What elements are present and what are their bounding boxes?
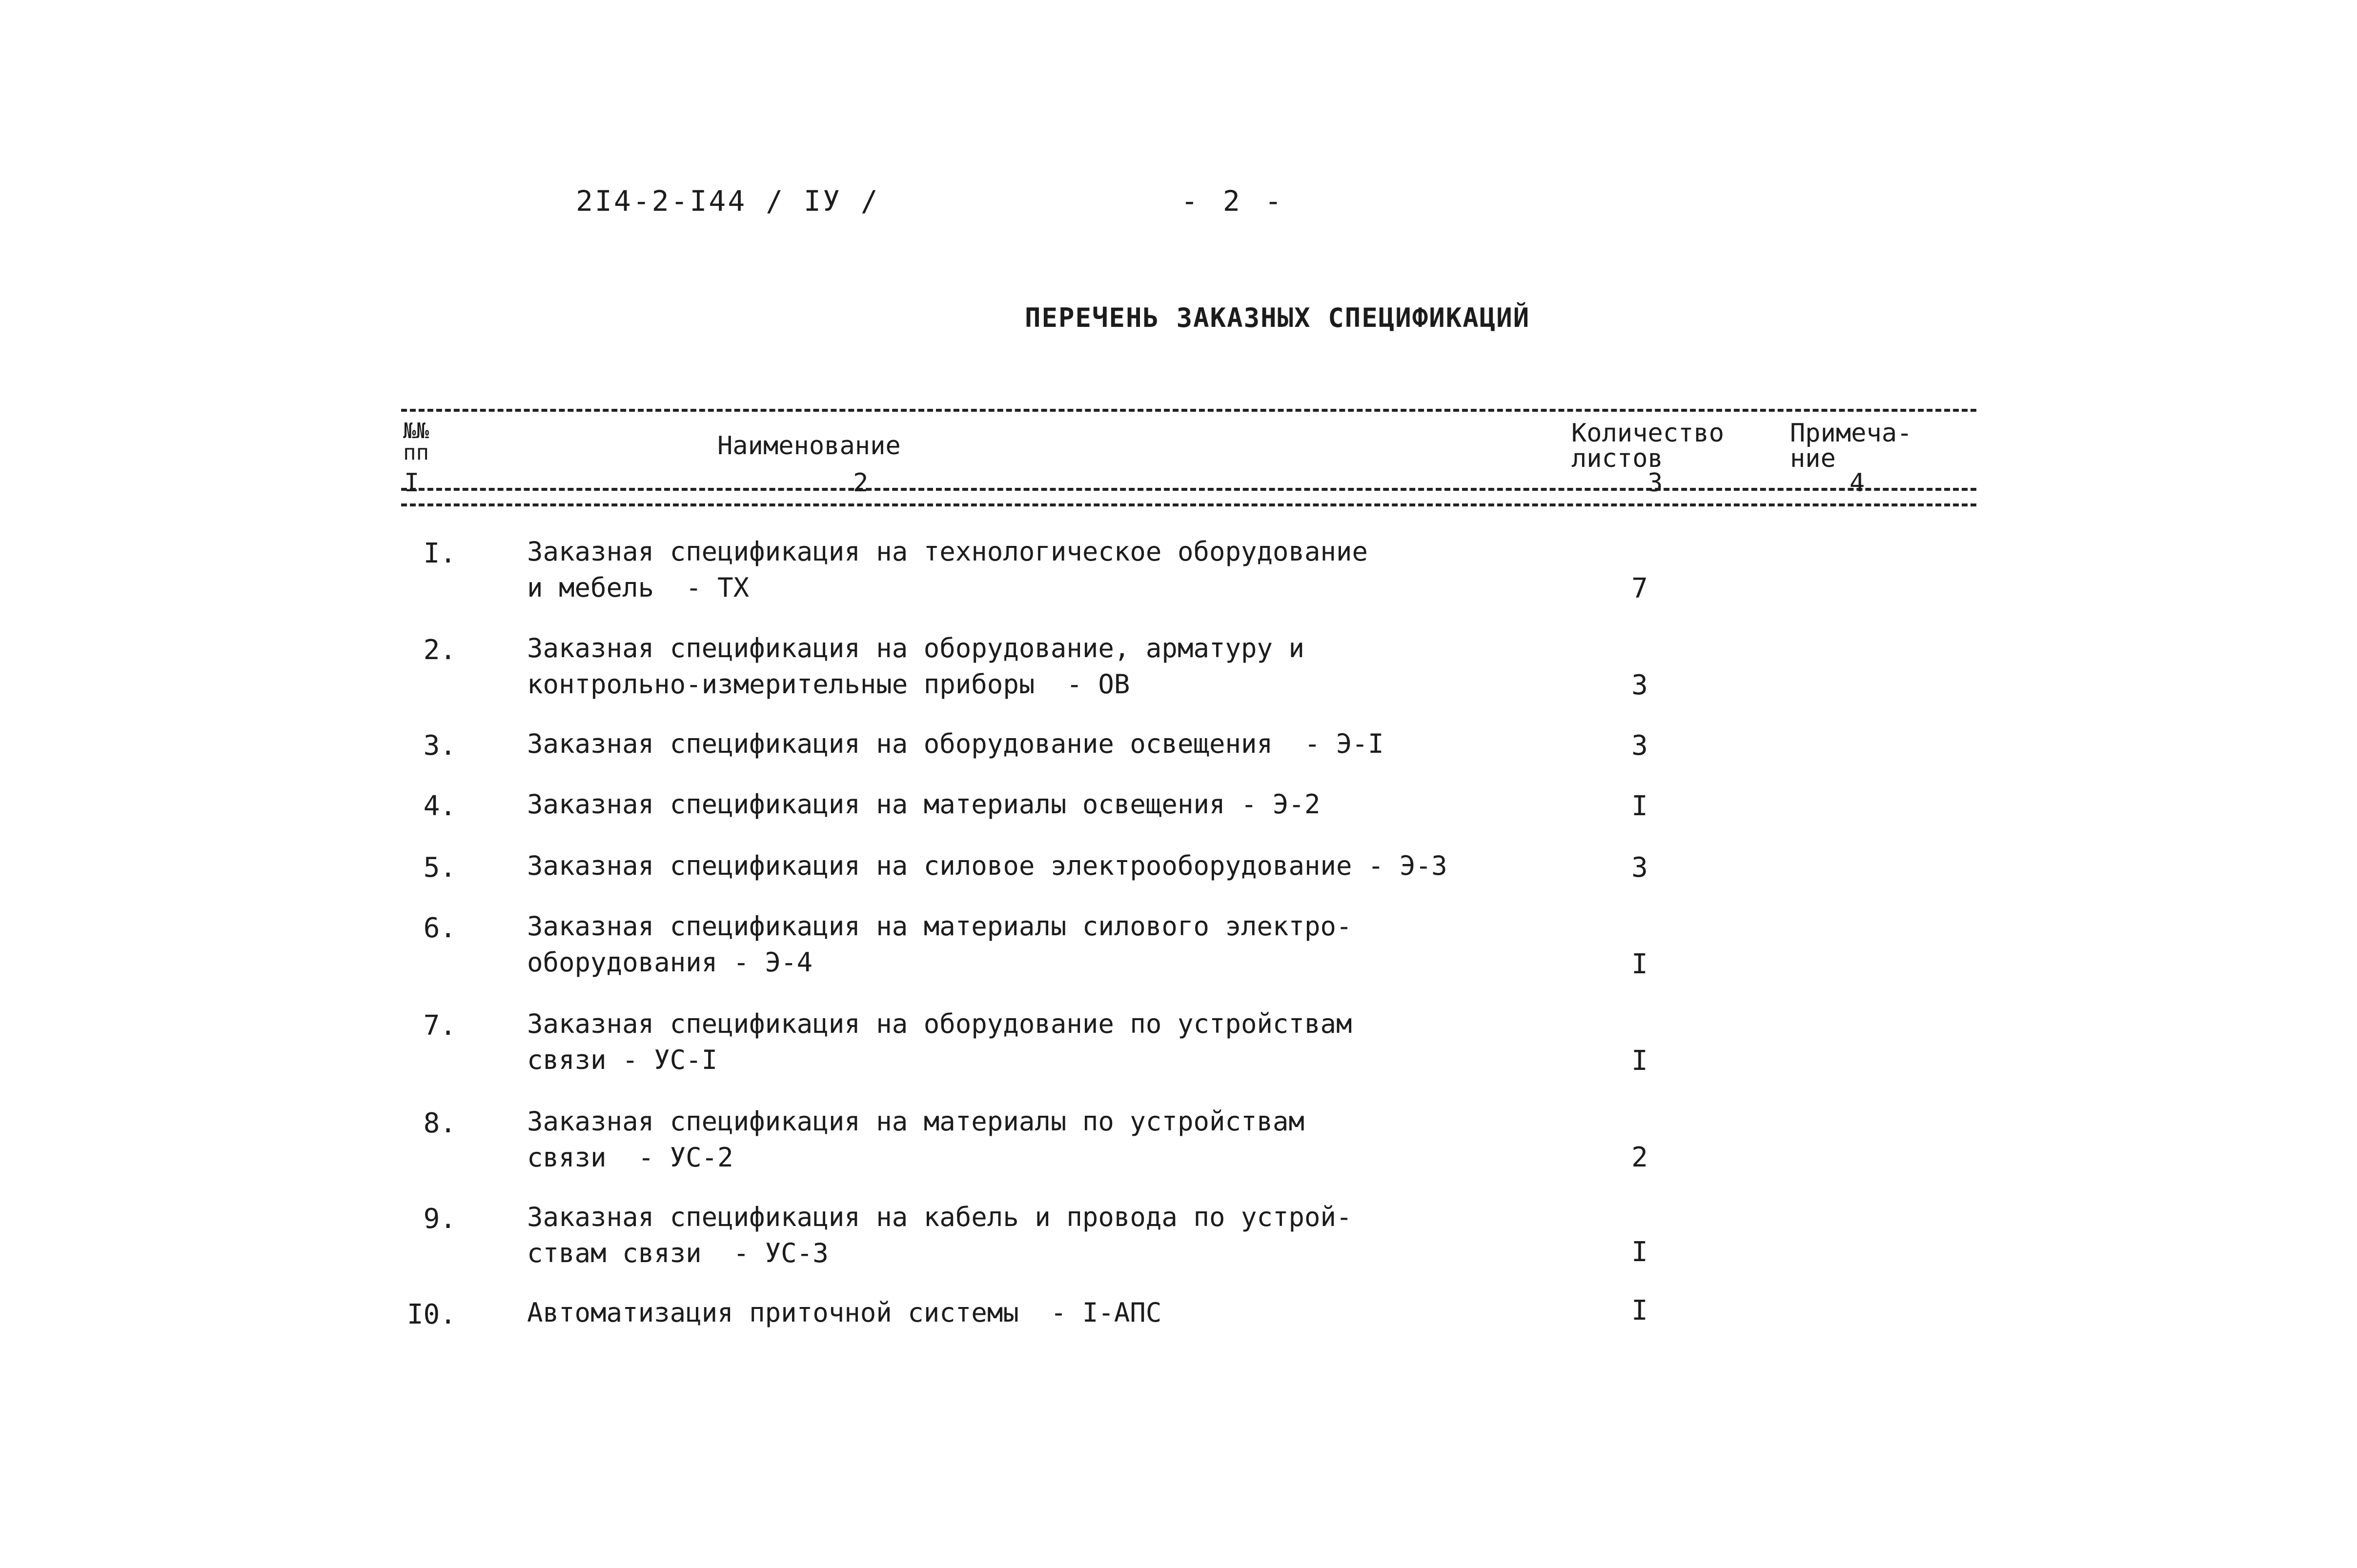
row-number: 5. [423,852,456,884]
row-sheet-count: I [1631,1295,1648,1327]
row-name: Заказная спецификация на оборудование, арматуру и контрольно-измерительные приборы - ОВ [527,633,1305,700]
row-number: 7. [423,1010,456,1042]
row-sheet-count: 7 [1631,573,1648,604]
table-header-rule-upper [401,488,1976,491]
row-sheet-count: I [1631,1236,1648,1268]
row-name: Заказная спецификация на материалы силового электро- оборудования - Э-4 [527,911,1352,978]
column-number-1: I [404,468,420,498]
row-number: 3. [423,730,456,762]
column-header-name: Наименование [717,431,901,461]
row-name: Заказная спецификация на силовое электрооборудование - Э-3 [527,850,1447,881]
row-sheet-count: I [1631,790,1648,822]
row-name: Заказная спецификация на оборудование освещения - Э-I [527,728,1384,759]
column-header-note: Примеча- ние [1790,419,1912,473]
row-sheet-count: 2 [1631,1142,1648,1173]
row-sheet-count: I [1631,948,1648,980]
column-number-4: 4 [1849,468,1865,498]
row-name: Заказная спецификация на материалы по устройствам связи - УС-2 [527,1106,1305,1173]
row-name: Автоматизация приточной системы - I-АПС [527,1297,1162,1328]
row-number: I0. [406,1299,456,1330]
column-header-sheet-count: Количество листов [1571,419,1725,473]
document-code: 2I4-2-I44 / IУ / [576,184,880,218]
table-header-rule-lower [401,503,1976,506]
table-top-rule [401,409,1976,412]
row-name: Заказная спецификация на материалы освещения - Э-2 [527,789,1321,820]
row-name: Заказная спецификация на технологическое оборудование и мебель - ТХ [527,536,1368,603]
column-header-number: №№ пп [403,419,429,465]
row-sheet-count: 3 [1631,730,1648,762]
column-number-3: 3 [1647,468,1663,498]
row-sheet-count: 3 [1631,669,1648,701]
row-sheet-count: 3 [1631,852,1648,884]
row-number: 8. [423,1107,456,1139]
row-name: Заказная спецификация на оборудование по устройствам связи - УС-I [527,1008,1352,1075]
page-number: - 2 - [1181,184,1286,218]
row-sheet-count: I [1631,1045,1648,1077]
row-name: Заказная спецификация на кабель и провода по устрой- ствам связи - УС-3 [527,1202,1352,1268]
document-title: ПЕРЕЧЕНЬ ЗАКАЗНЫХ СПЕЦИФИКАЦИЙ [1025,302,1530,333]
row-number: 2. [423,634,456,666]
row-number: 9. [423,1203,456,1235]
row-number: 4. [423,790,456,822]
column-number-2: 2 [853,468,869,498]
row-number: I. [423,538,456,569]
row-number: 6. [423,912,456,944]
